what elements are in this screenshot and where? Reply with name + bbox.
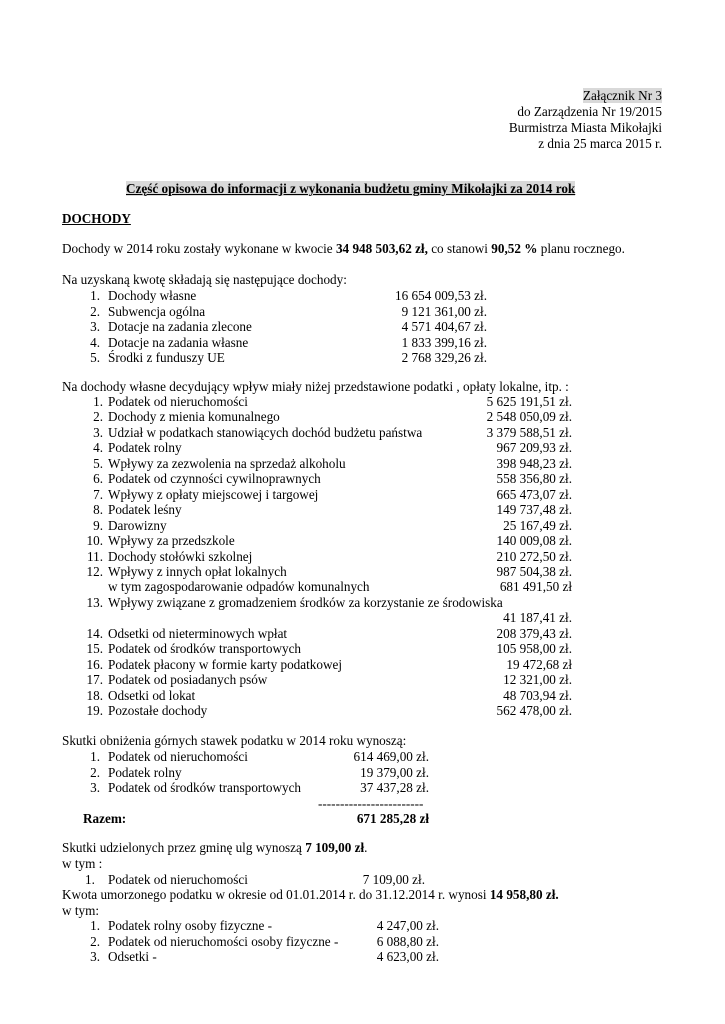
list-item-label: Podatek rolny [108, 440, 182, 456]
writeoff-wtym: w tym: [62, 903, 99, 918]
list-item-number: 3. [90, 319, 100, 335]
list-item-number: 1. [90, 749, 100, 764]
list-item-value: 149 737,48 zł. [496, 502, 572, 518]
list-item-label: w tym zagospodarowanie odpadów komunalnych [108, 579, 370, 595]
list1-intro: Na uzyskaną kwotę składają się następujące dochody: [62, 272, 347, 287]
list-item-label: Odsetki od lokat [108, 687, 196, 703]
list-item-number: 4. [90, 334, 100, 350]
list-item-label: Dochody z mienia komunalnego [108, 409, 280, 425]
list-item-value: 210 272,50 zł. [496, 548, 572, 564]
list-item-number: 15. [86, 641, 103, 657]
list-item-label: Podatek od czynności cywilnoprawnych [108, 471, 321, 487]
list-item-number: 1. [90, 288, 100, 303]
list-item-label: Odsetki - [108, 949, 157, 964]
list-item-value: 6 088,80 zł. [376, 933, 439, 949]
list-item-value: 4 571 404,67 zł. [401, 319, 487, 335]
list-item-value: 967 209,93 zł. [496, 440, 572, 456]
list-item-number: 9. [93, 517, 103, 533]
income-summary-post: planu rocznego. [537, 241, 625, 256]
list-item-value: 19 472,68 zł [506, 656, 572, 672]
list-item-number: 13. [86, 594, 103, 610]
section-heading: DOCHODY [62, 211, 131, 226]
writeoff-summary [62, 887, 559, 902]
list-item-label: Podatek od środków transportowych [108, 641, 302, 657]
list-item-value: 48 703,94 zł. [503, 687, 572, 703]
income-summary [62, 241, 625, 256]
relief-summary-end: . [364, 840, 368, 855]
income-summary-mid: co stanowi [427, 241, 492, 256]
list-item-number: 17. [86, 672, 103, 688]
list2-intro: Na dochody własne decydujący wpływ miały niżej przedstawione podatki , opłaty lokalne, itp. : [62, 379, 569, 394]
writeoff-summary-pre: Kwota umorzonego podatku w okresie od 01.01.2014 r. do 31.12.2014 r. wynosi [62, 887, 490, 902]
list-item-number: 16. [86, 656, 103, 672]
list-item-number: 14. [86, 625, 103, 641]
document-title: Część opisowa do informacji z wykonania budżetu gminy Mikołajki za 2014 rok [126, 181, 576, 196]
total-label: Razem: [83, 811, 127, 826]
list-item-number: 1. [90, 918, 100, 933]
list-item-label: Wpływy związane z gromadzeniem środków za korzystanie ze środowiska [108, 594, 503, 610]
list-item-number: 18. [86, 687, 103, 703]
list-item-number: 3. [90, 949, 100, 964]
list-item-label: Środki z funduszy UE [108, 350, 225, 366]
income-percent: 90,52 % [491, 241, 538, 256]
income-summary-pre: Dochody w 2014 roku zostały wykonane w kwocie [62, 241, 336, 256]
total-divider: ------------------------ [318, 796, 424, 811]
list-item-value: 25 167,49 zł. [503, 517, 572, 533]
relief-item-label: Podatek od nieruchomości [108, 872, 248, 887]
list-item-value: 3 379 588,51 zł. [486, 424, 572, 440]
document-date: z dnia 25 marca 2015 r. [538, 136, 662, 151]
list-item-value: 4 247,00 zł. [376, 918, 439, 933]
list-item-value: 19 379,00 zł. [360, 764, 429, 780]
list-item-label: Udział w podatkach stanowiących dochód budżetu państwa [108, 424, 423, 440]
list-item-number: 2. [90, 933, 100, 949]
list-item-label: Wpływy za zezwolenia na sprzedaż alkoholu [108, 455, 346, 471]
list3-intro: Skutki obniżenia górnych stawek podatku w 2014 roku wynoszą: [62, 733, 407, 748]
issuer: Burmistrza Miasta Mikołajki [508, 120, 662, 135]
list-item-label: Podatek rolny [108, 764, 182, 780]
list-item-label: Pozostałe dochody [108, 703, 208, 718]
list-item-value: 398 948,23 zł. [496, 455, 572, 471]
list-item-number: 4. [93, 440, 103, 456]
list-item-label: Dochody własne [108, 288, 197, 303]
relief-item-num: 1. [85, 872, 95, 887]
list-item-value: 140 009,08 zł. [496, 533, 572, 549]
list-item-label: Dotacje na zadania własne [108, 334, 249, 350]
total-value: 671 285,28 zł [356, 811, 429, 826]
list-item-value: 208 379,43 zł. [496, 625, 572, 641]
list-item-value: 558 356,80 zł. [496, 471, 572, 487]
list-item-label: Podatek płacony w formie karty podatkowej [108, 656, 343, 672]
list-item-value: 37 437,28 zł. [360, 780, 429, 795]
list-item-label: Podatek rolny osoby fizyczne - [108, 918, 273, 933]
list-item-value: 665 473,07 zł. [496, 486, 572, 502]
list-item-value: 614 469,00 zł. [353, 749, 429, 764]
list-item-value: 12 321,00 zł. [503, 672, 572, 688]
list-item-label: Podatek od środków transportowych [108, 780, 302, 795]
list-item-number: 8. [93, 502, 103, 518]
list-item-label: Dochody stołówki szkolnej [108, 548, 253, 564]
list-item-value: 1 833 399,16 zł. [401, 334, 487, 350]
list-item-number: 3. [93, 424, 103, 440]
list-item-label: Odsetki od nieterminowych wpłat [108, 625, 288, 641]
list-item-number: 1. [93, 394, 103, 409]
list-item-label: Podatek leśny [108, 502, 182, 518]
relief-amount: 7 109,00 zł [305, 840, 365, 855]
list-item-value: 9 121 361,00 zł. [401, 303, 487, 319]
list-item-label: Podatek od nieruchomości osoby fizyczne - [108, 933, 339, 949]
list-item-value: 987 504,38 zł. [496, 563, 572, 579]
list-item-label: Darowizny [108, 517, 167, 533]
list-item-number: 5. [93, 455, 103, 471]
relief-wtym: w tym : [62, 856, 103, 871]
list-item-label: Wpływy z innych opłat lokalnych [108, 563, 287, 579]
list-item-value: 2 548 050,09 zł. [486, 409, 572, 425]
list-item-label: Podatek od posiadanych psów [108, 672, 268, 688]
list-item-label: Dotacje na zadania zlecone [108, 319, 252, 335]
relief-item-value: 7 109,00 zł. [362, 872, 425, 887]
list-item-number: 7. [93, 486, 103, 502]
list-item-number: 5. [90, 350, 100, 366]
list-item-value: 4 623,00 zł. [376, 949, 439, 964]
list-item-number: 19. [86, 703, 103, 718]
list-item-value: 5 625 191,51 zł. [486, 394, 572, 409]
list-item-value: 16 654 009,53 zł. [395, 288, 487, 303]
list-item-label: Wpływy z opłaty miejscowej i targowej [108, 486, 319, 502]
list-item-label: Wpływy za przedszkole [108, 533, 235, 549]
list-item-value: 681 491,50 zł [499, 579, 572, 595]
list-item-number: 11. [87, 548, 103, 564]
ordinance-reference: do Zarządzenia Nr 19/2015 [517, 104, 662, 119]
list-item-number: 2. [90, 303, 100, 319]
income-total-amount: 34 948 503,62 zł, [335, 241, 428, 256]
list-item-number: 3. [90, 780, 100, 795]
list-item-number: 6. [93, 471, 103, 487]
list-item-value: 562 478,00 zł. [496, 703, 572, 718]
list-item-number: 10. [86, 533, 103, 549]
list-item-label: Subwencja ogólna [108, 303, 206, 319]
list-item-label: Podatek od nieruchomości [108, 749, 248, 764]
relief-summary [62, 840, 367, 855]
list-item-label: Podatek od nieruchomości [108, 394, 248, 409]
list-item-number: 12. [86, 563, 103, 579]
writeoff-amount: 14 958,80 zł. [489, 887, 559, 902]
relief-summary-pre: Skutki udzielonych przez gminę ulg wynoszą [62, 840, 306, 855]
list-item-value: 2 768 329,26 zł. [401, 350, 487, 366]
list-item-number: 2. [90, 764, 100, 780]
list-item-value: 105 958,00 zł. [496, 641, 572, 657]
list-item-number: 2. [93, 409, 103, 425]
list-item-value: 41 187,41 zł. [503, 610, 572, 626]
attachment-number: Załącznik Nr 3 [582, 88, 662, 103]
